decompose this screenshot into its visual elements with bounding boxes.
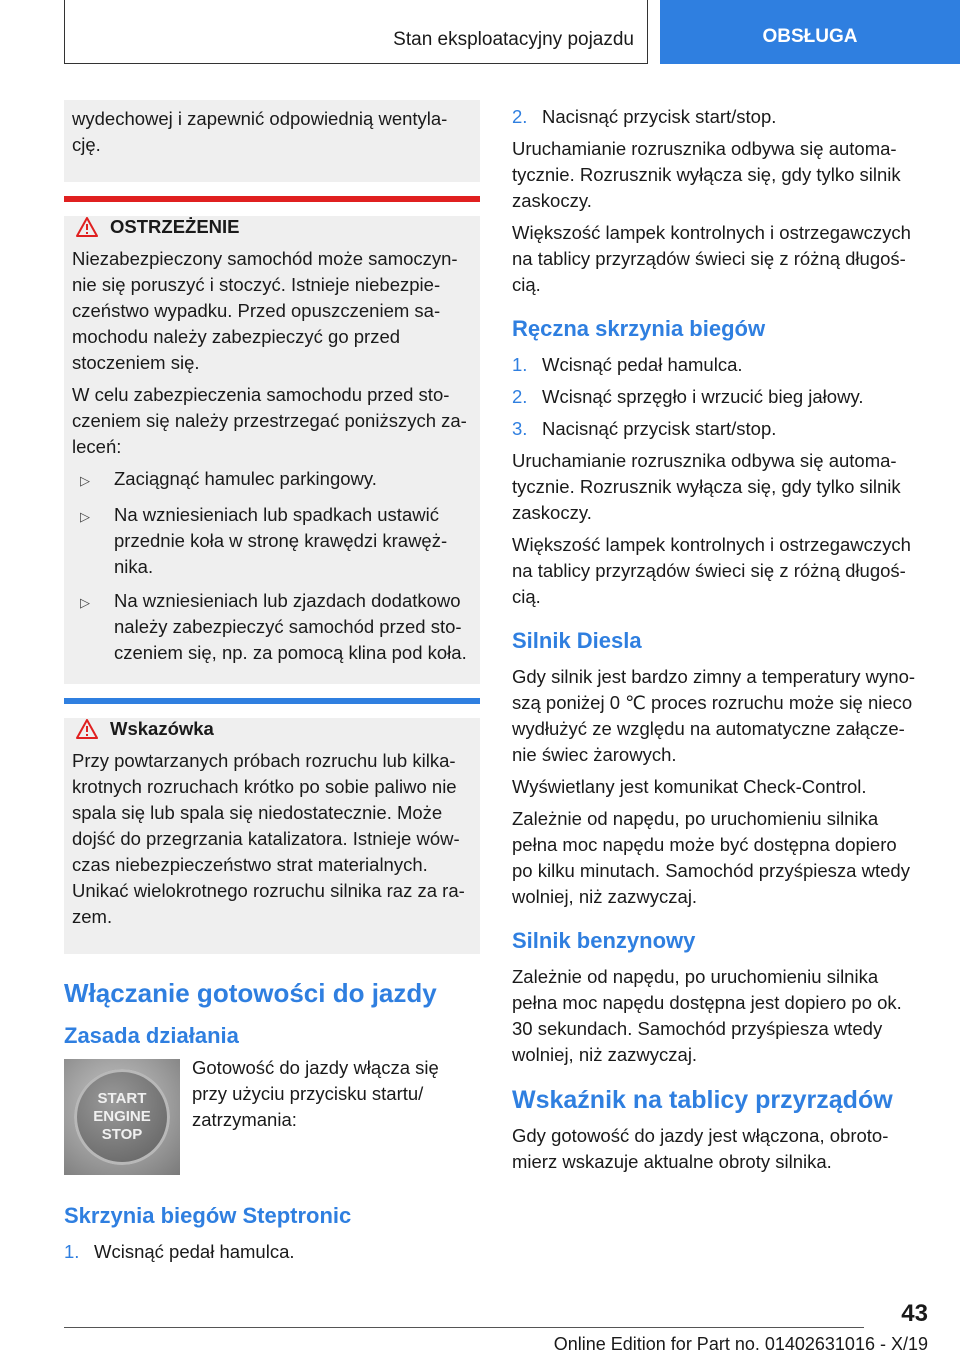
bullet-marker-icon: ▷ xyxy=(80,509,90,524)
warning-heading xyxy=(76,216,472,238)
steptronic-steps xyxy=(64,1239,480,1265)
step-text: Wcisnąć pedał hamulca. xyxy=(94,1241,295,1262)
step-item xyxy=(64,1239,480,1265)
notice-triangle-icon xyxy=(76,719,98,739)
heading-instrument-gauge: Wskaźnik na tablicy przyrządów xyxy=(512,1086,893,1114)
step-text: Nacisnąć przycisk start/stop. xyxy=(542,418,777,439)
warning-bullet xyxy=(72,588,472,666)
diesel-paragraph-2: Wyświetlany jest komunikat Check-Control. xyxy=(512,776,867,797)
footer-divider xyxy=(64,1327,864,1328)
step-text: Wcisnąć sprzęgło i wrzucić bieg jałowy. xyxy=(542,386,864,407)
starter-auto-text: Uruchamianie rozrusznika odbywa się automa- tycznie. Rozrusznik wyłącza się, gdy tylko silnik zaskoczy. xyxy=(512,138,901,211)
warning-bullet-list xyxy=(72,466,472,666)
start-stop-button-photo xyxy=(64,1059,180,1175)
principle-row xyxy=(64,1059,480,1175)
petrol-paragraph: Zależnie od napędu, po uruchomieniu silnika pełna moc napędu dostępna jest dopiero po ok. 30 sekundach. Samochód przyśpiesza wtedy wolniej, niż zazwyczaj. xyxy=(512,966,902,1065)
step-number: 1. xyxy=(64,1241,80,1262)
heading-steptronic: Skrzynia biegów Steptronic xyxy=(64,1203,352,1228)
heading-principle: Zasada działania xyxy=(64,1023,239,1048)
step-item xyxy=(512,104,928,130)
step-number: 2. xyxy=(512,386,528,407)
heading-petrol: Silnik benzynowy xyxy=(512,928,696,953)
lamps-text: Większość lampek kontrolnych i ostrzegawczych na tablicy przyrządów świeci się z różną długoś- cią. xyxy=(512,222,911,295)
starter-auto-text-2: Uruchamianie rozrusznika odbywa się automa- tycznie. Rozrusznik wyłącza się, gdy tylko silnik zaskoczy. xyxy=(512,450,901,523)
steptronic-steps-cont xyxy=(512,104,928,130)
heading-manual-gearbox: Ręczna skrzynia biegów xyxy=(512,316,766,341)
bullet-text: Na wzniesieniach lub zjazdach dodatkowo należy zabezpieczyć samochód przed sto- czeniem się, np. za pomocą klina pod koła. xyxy=(114,590,467,663)
step-number: 3. xyxy=(512,418,528,439)
left-column xyxy=(64,100,480,1271)
button-label-line: START xyxy=(97,1090,147,1107)
footer-edition: Online Edition for Part no. 01402631016 - X/19 xyxy=(553,1334,928,1354)
step-item xyxy=(512,384,928,410)
bullet-marker-icon: ▷ xyxy=(80,595,90,610)
notice-paragraph: Przy powtarzanych próbach rozruchu lub kilka- krotnych rozruchach krótko po sobie paliwo nie spala się lub spala się niedostatecznie. Może dojść do przegrzania katalizatora. Istnieje wów- czas niebezpieczeństwo strat materialnych. Unikać wielokrotnego rozruchu silnika raz za ra- zem. xyxy=(72,750,465,927)
warning-paragraph-1: Niezabezpieczony samochód może samoczyn- nie się poruszyć i stoczyć. Istnieje niebezpie- czeństwo wypadku. Przed opuszczeniem sa- mochodu należy zabezpieczyć go przed stoczeniem się. xyxy=(72,248,458,373)
diesel-paragraph-1: Gdy silnik jest bardzo zimny a temperatury wyno- szą poniżej 0 ℃ proces rozruchu może się nieco wydłużyć ze względu na automatyczne załącze- nie świec żarowych. xyxy=(512,666,916,765)
gauge-paragraph: Gdy gotowość do jazdy jest włączona, obroto- mierz wskazuje aktualne obroty silnika. xyxy=(512,1125,889,1172)
step-number: 2. xyxy=(512,106,528,127)
principle-text: Gotowość do jazdy włącza się przy użyciu przycisku startu/ zatrzymania: xyxy=(192,1057,439,1130)
page-number: 43 xyxy=(901,1300,928,1327)
warning-bar xyxy=(64,196,480,202)
warning-triangle-icon xyxy=(76,217,98,237)
warning-bullet xyxy=(72,466,472,494)
button-label-line: STOP xyxy=(101,1126,143,1143)
manual-steps xyxy=(512,352,928,442)
step-number: 1. xyxy=(512,354,528,375)
intro-continuation-box xyxy=(64,100,480,182)
heading-driving-readiness: Włączanie gotowości do jazdy xyxy=(64,978,437,1008)
bullet-text: Na wzniesieniach lub spadkach ustawić przednie koła w stronę krawędzi krawęż- nika. xyxy=(114,504,448,577)
button-label-line: ENGINE xyxy=(93,1108,151,1125)
notice-heading xyxy=(76,718,472,740)
step-item xyxy=(512,416,928,442)
warning-paragraph-2: W celu zabezpieczenia samochodu przed sto- czeniem się należy przestrzegać poniższych za- leceń: xyxy=(72,384,467,457)
step-text: Wcisnąć pedał hamulca. xyxy=(542,354,743,375)
step-text: Nacisnąć przycisk start/stop. xyxy=(542,106,777,127)
start-engine-stop-button-icon xyxy=(74,1069,170,1165)
diesel-paragraph-3: Zależnie od napędu, po uruchomieniu silnika pełna moc napędu może być dostępna dopiero po kilku minutach. Samochód przyśpiesza wtedy wolniej, niż zazwyczaj. xyxy=(512,808,910,907)
intro-text: wydechowej i zapewnić odpowiednią wentyla- cję. xyxy=(72,108,448,155)
notice-bar xyxy=(64,698,480,704)
bullet-text: Zaciągnąć hamulec parkingowy. xyxy=(114,468,377,489)
right-column xyxy=(512,104,928,1181)
step-item xyxy=(512,352,928,378)
warning-bullet xyxy=(72,502,472,580)
lamps-text-2: Większość lampek kontrolnych i ostrzegawczych na tablicy przyrządów świeci się z różną długoś- cią. xyxy=(512,534,911,607)
notice-title: Wskazówka xyxy=(110,718,214,739)
header-tab[interactable]: OBSŁUGA xyxy=(660,0,960,64)
header-section-title: Stan eksploatacyjny pojazdu xyxy=(393,29,634,50)
warning-box xyxy=(64,216,480,684)
warning-title: OSTRZEŻENIE xyxy=(110,216,240,237)
bullet-marker-icon: ▷ xyxy=(80,473,90,488)
notice-box xyxy=(64,718,480,954)
heading-diesel: Silnik Diesla xyxy=(512,628,642,653)
